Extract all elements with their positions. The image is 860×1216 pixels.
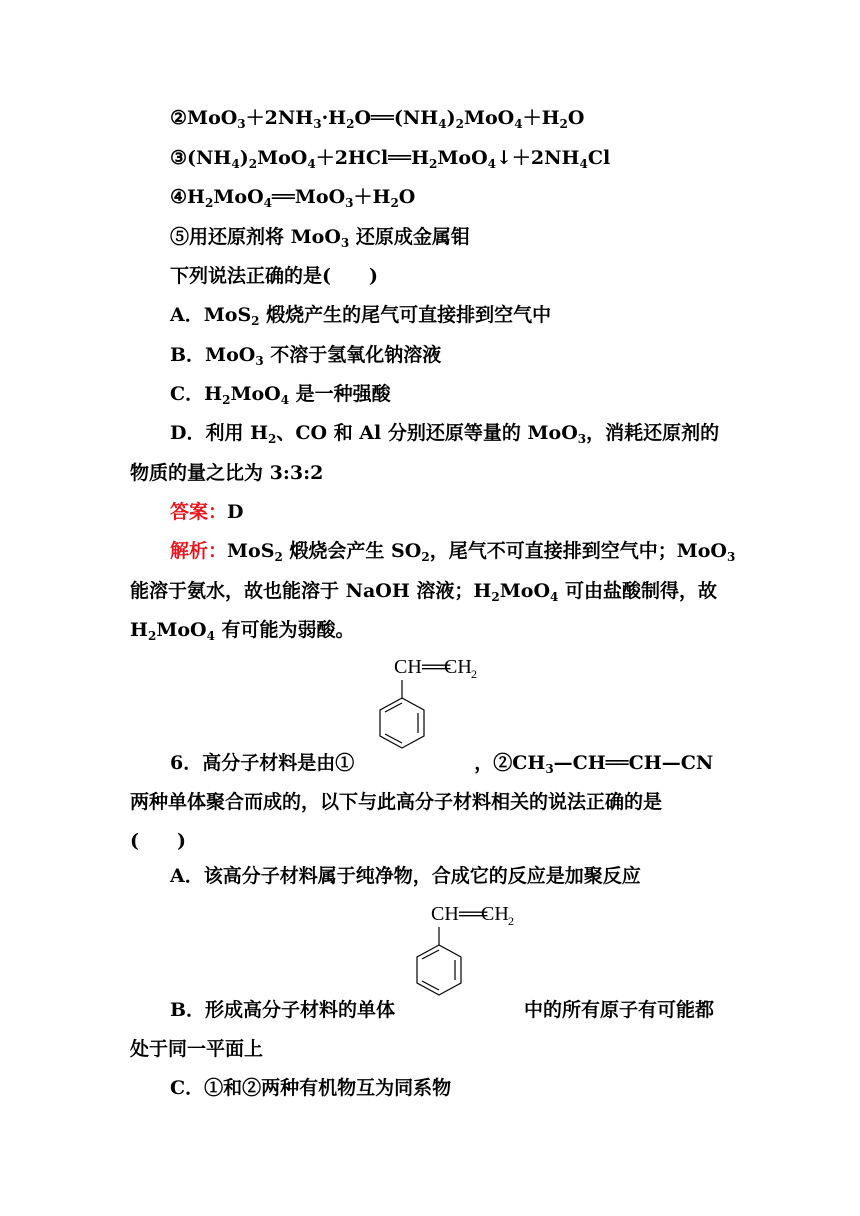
option-a: A．MoS$_2$ 煅烧产生的尾气可直接排到空气中 [170,304,552,328]
svg-text:2: 2 [471,667,477,681]
answer-label: 答案： [170,501,228,523]
answer-value: D [227,501,244,523]
svg-text:CH: CH [444,656,472,678]
option-b: B．MoO$_3$ 不溶于氢氧化钠溶液 [170,344,442,368]
q6-line2: 两种单体聚合而成的，以下与此高分子材料相关的说法正确的是 [130,791,663,813]
q6-option-b-line2: 处于同一平面上 [130,1038,264,1060]
svg-text:CH: CH [394,656,422,678]
q6-option-c: C．①和②两种有机物互为同系物 [170,1077,452,1099]
analysis-line3: $H_2MoO_4$ 有可能为弱酸。 [130,619,355,643]
analysis-label: 解析： [170,540,228,562]
question-prompt: 下列说法正确的是( ) [170,265,378,287]
q6-line3: ( ) [130,830,186,852]
analysis-line2: 能溶于氨水，故也能溶于 NaOH 溶液；$H_2MoO_4$ 可由盐酸制得，故 [130,580,717,604]
svg-text:══: ══ [422,656,451,678]
svg-text:══: ══ [459,903,488,925]
q6-option-a: A．该高分子材料属于纯净物，合成它的反应是加聚反应 [170,865,641,887]
answer [170,500,770,524]
option-d-line2: 物质的量之比为 3:3:2 [130,462,324,484]
equation-2: $②MoO_3+2NH_3\cdot H_2O══(NH_4)_2MoO_4+H_2O$ [170,107,585,131]
q6-option-b: B．形成高分子材料的单体 [170,999,396,1021]
analysis-line1: 解析：MoS$_2$ 煅烧会产生 $SO_2$，尾气不可直接排到空气中；MoO$_3$ [170,540,736,564]
equation-4: $④H_2MoO_4══MoO_3+H_2O$ [170,186,416,210]
step-5: ⑤用还原剂将 MoO$_3$ 还原成金属钼 [170,226,470,250]
q6-option-b-tail: 中的所有原子有可能都 [524,999,715,1021]
svg-text:2: 2 [508,914,514,928]
svg-text:CH: CH [481,903,509,925]
option-c: C．$H_2MoO_4$ 是一种强酸 [170,383,391,407]
q6-line1: 6．高分子材料是由① ，$②CH_3—CH══CH—CN$ [170,752,714,776]
equation-3: $③(NH_4)_2MoO_4+2HCl══H_2MoO_4↓+2NH_4Cl$ [170,147,611,171]
option-d: D．利用 $H_2$、CO 和 Al 分别还原等量的 MoO$_3$，消耗还原剂的 [170,422,720,446]
svg-text:CH: CH [431,903,459,925]
